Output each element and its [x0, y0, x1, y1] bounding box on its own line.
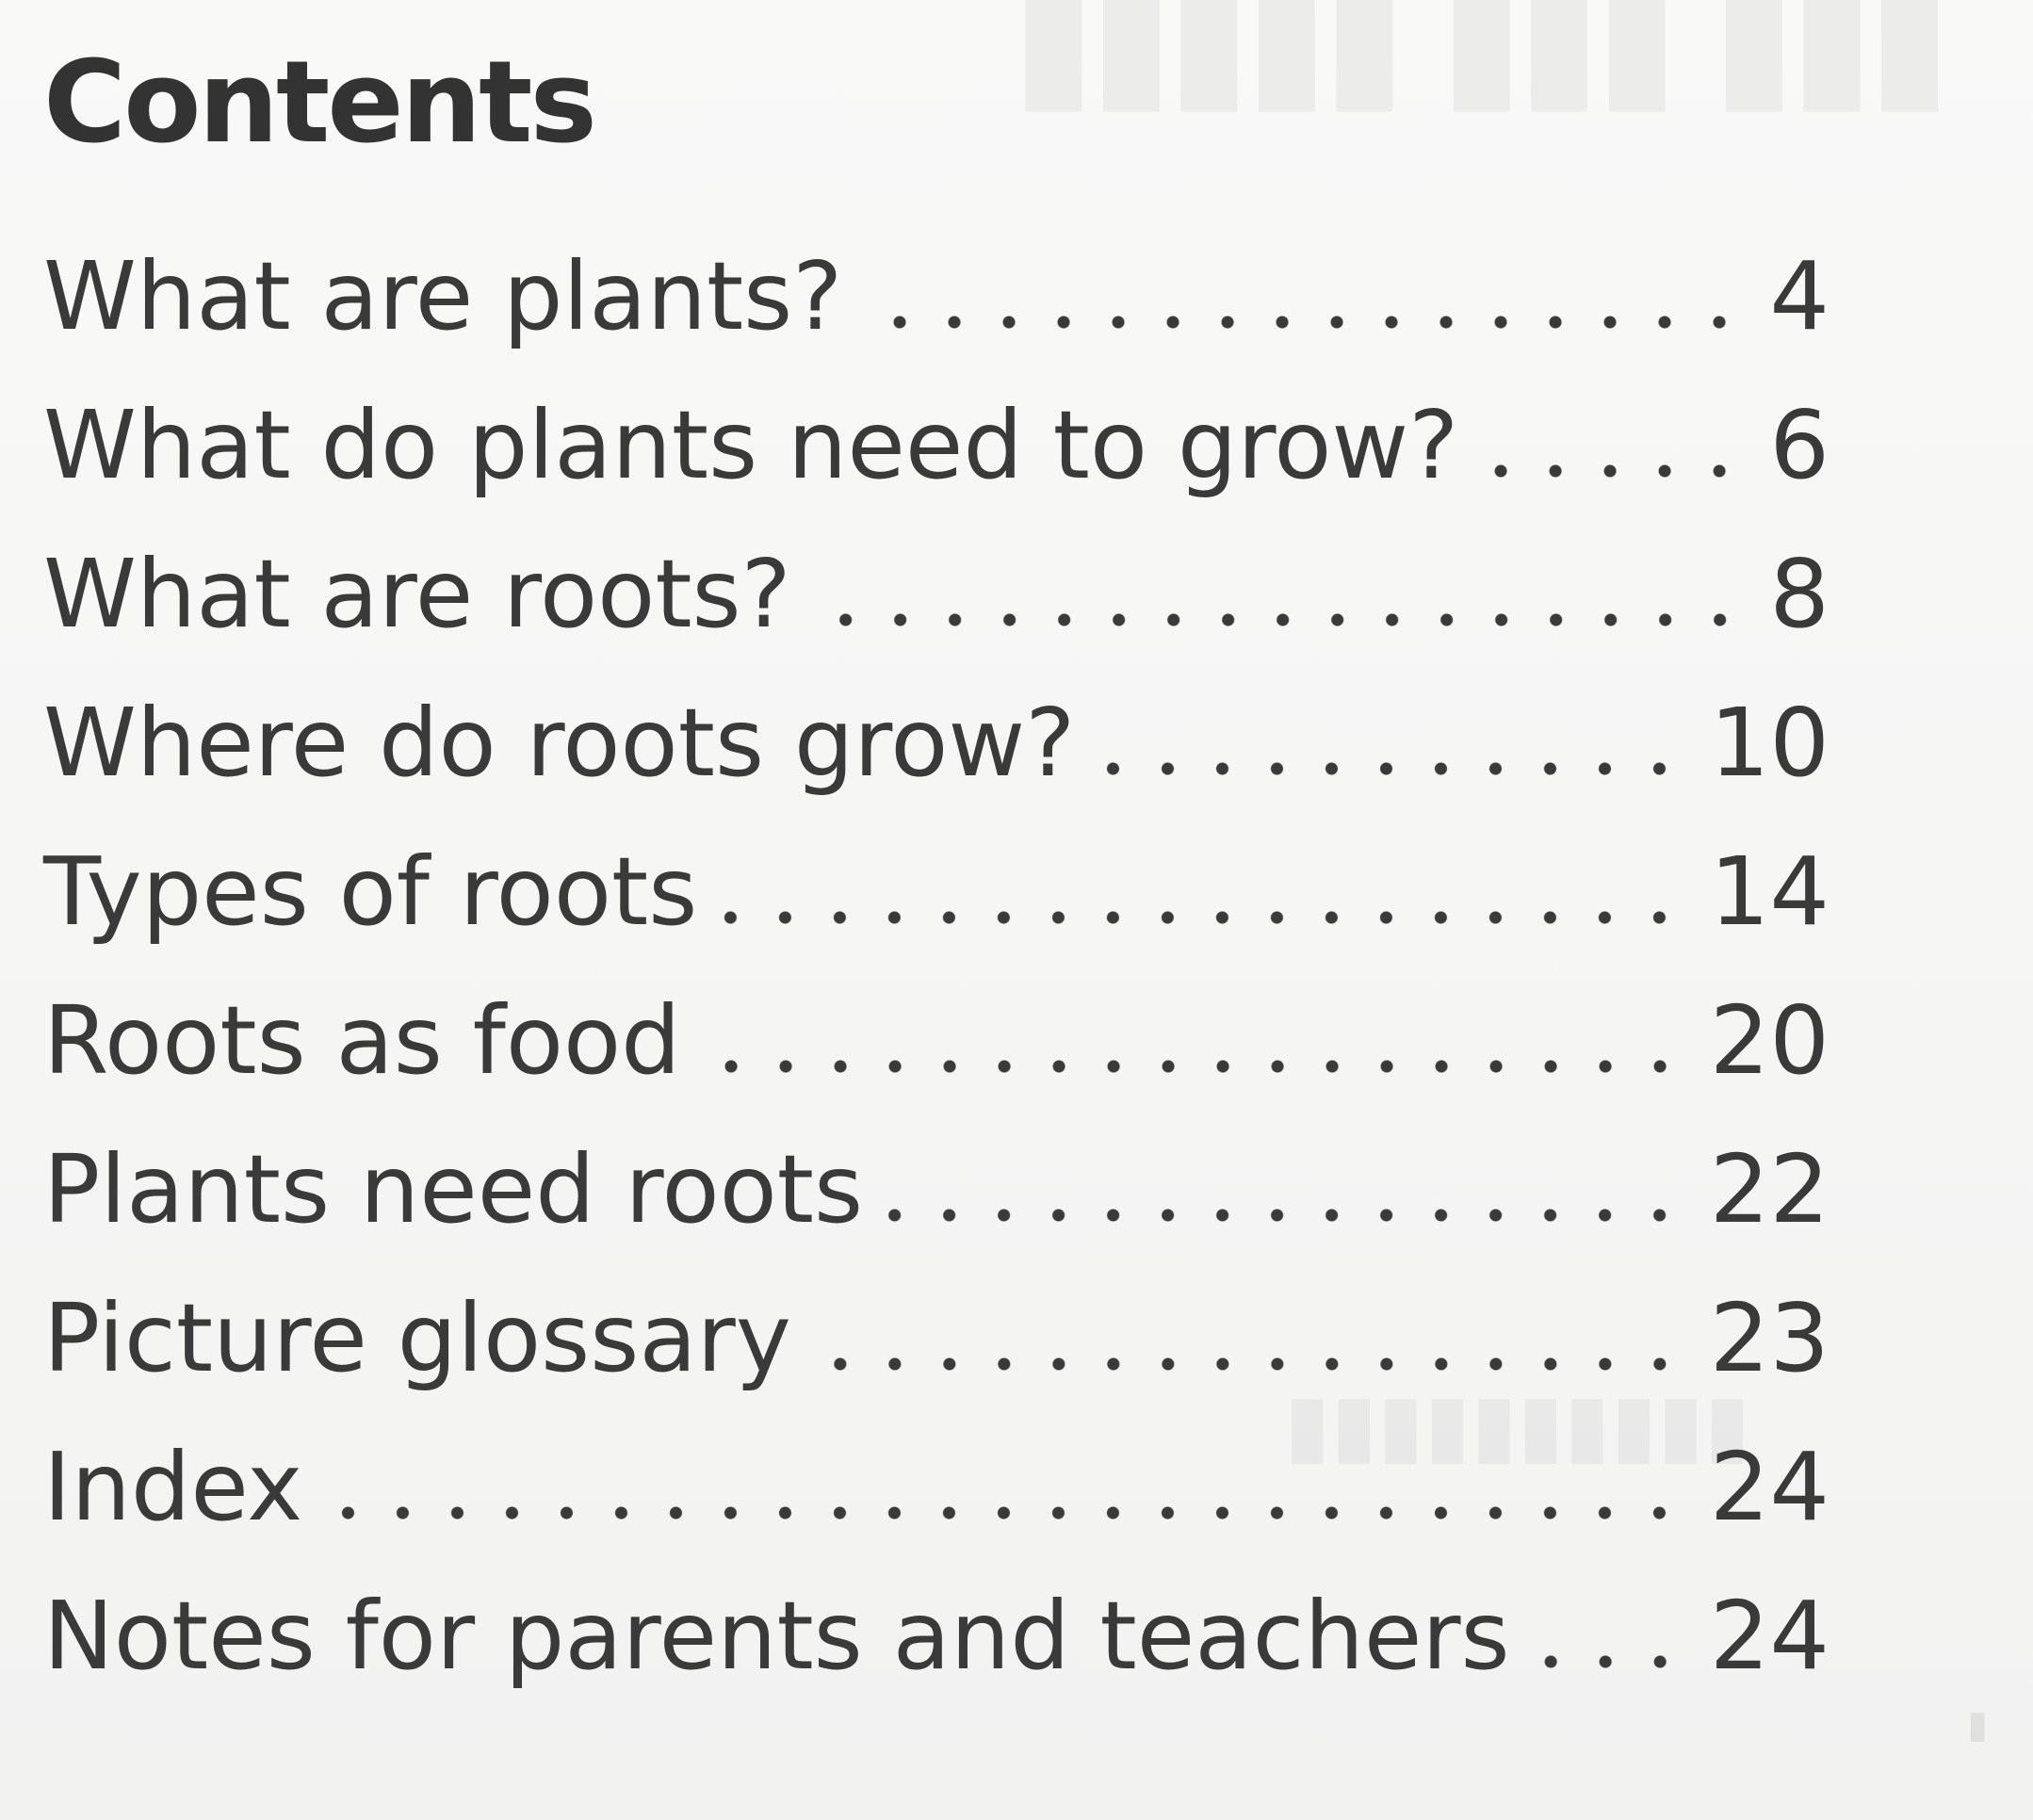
toc-entry-label: What do plants need to grow? — [43, 390, 1459, 500]
table-of-contents — [43, 240, 1830, 1729]
contents-heading: Contents — [43, 38, 594, 169]
toc-entry-label: Picture glossary — [43, 1283, 791, 1393]
dot-leader — [694, 1060, 1687, 1073]
toc-entry-page: 20 — [1709, 985, 1830, 1096]
dot-leader — [805, 1357, 1687, 1371]
toc-entry — [43, 240, 1830, 389]
dot-leader — [855, 316, 1747, 329]
dot-leader — [1472, 464, 1747, 478]
dot-leader — [1523, 1655, 1687, 1668]
toc-entry — [43, 1580, 1830, 1729]
show-through-title: ▮▮▮ ▮▮▮ ▮▮▮▮▮ — [1014, 0, 1948, 122]
toc-entry-page: 14 — [1709, 837, 1830, 947]
toc-entry-page: 4 — [1769, 241, 1830, 351]
toc-entry — [43, 1282, 1830, 1431]
dot-leader — [805, 613, 1748, 626]
dot-leader — [1088, 762, 1686, 775]
toc-entry-page: 10 — [1709, 688, 1830, 798]
toc-entry — [43, 538, 1830, 687]
dot-leader — [710, 911, 1686, 924]
toc-entry — [43, 984, 1830, 1133]
toc-entry-page: 24 — [1709, 1581, 1830, 1691]
toc-entry — [43, 1133, 1830, 1282]
toc-entry-page: 23 — [1709, 1283, 1830, 1393]
toc-entry-page: 24 — [1709, 1432, 1830, 1542]
toc-entry — [43, 687, 1830, 836]
toc-entry — [43, 836, 1830, 984]
toc-entry-label: Notes for parents and teachers — [43, 1581, 1510, 1691]
dot-leader — [316, 1506, 1686, 1519]
toc-entry-label: What are plants? — [43, 241, 843, 351]
toc-entry-label: What are roots? — [43, 539, 791, 649]
toc-entry-page: 8 — [1769, 539, 1830, 649]
toc-entry — [43, 389, 1830, 538]
toc-entry-label: Types of roots — [43, 837, 698, 947]
toc-entry-label: Plants need roots — [43, 1134, 864, 1244]
toc-entry — [43, 1431, 1830, 1580]
toc-entry-label: Roots as food — [43, 985, 681, 1096]
toc-entry-label: Where do roots grow? — [43, 688, 1076, 798]
corner-smudge: ▮ — [1966, 1703, 1988, 1747]
dot-leader — [876, 1209, 1687, 1222]
toc-entry-page: 22 — [1709, 1134, 1830, 1244]
toc-entry-page: 6 — [1769, 390, 1830, 500]
toc-entry-label: Index — [43, 1432, 303, 1542]
